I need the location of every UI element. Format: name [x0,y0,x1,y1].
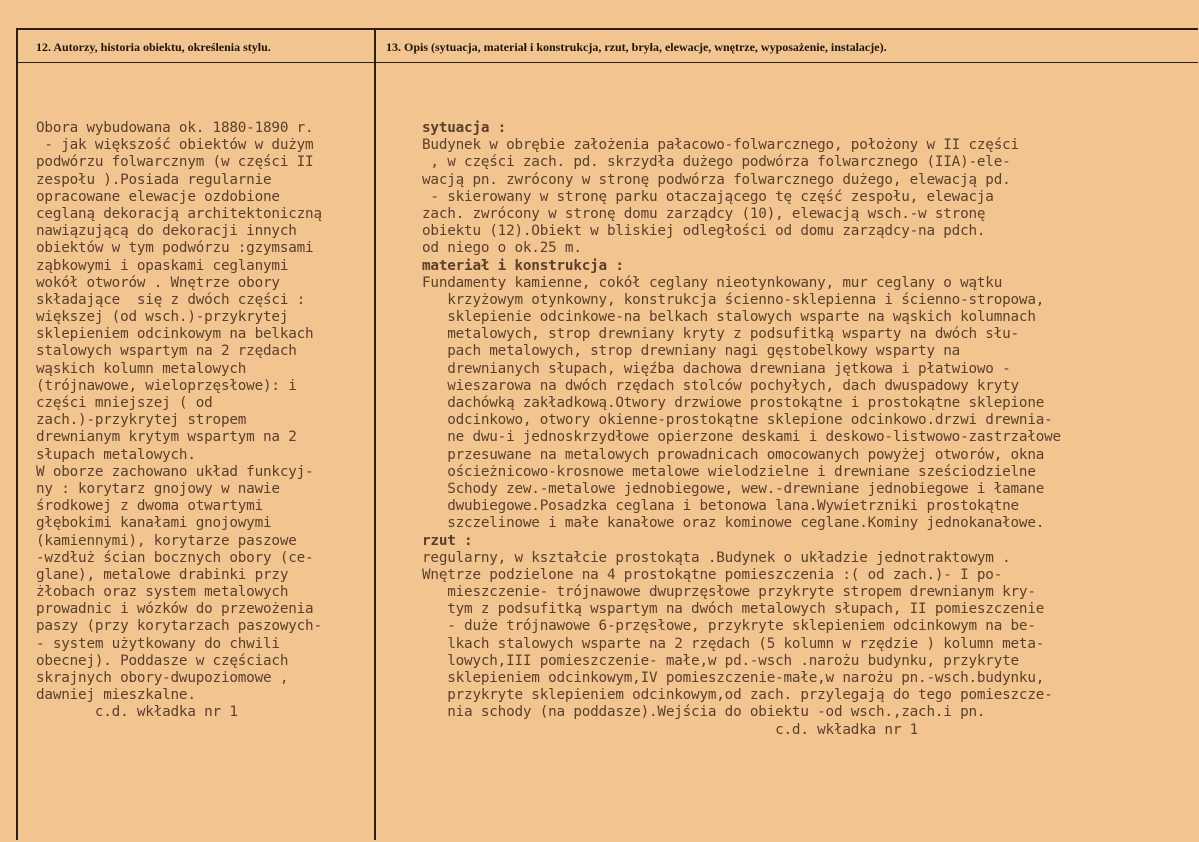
description-text-line: wacją pn. zwrócony w stronę podwórza folwarcznego dużego, elewacją pd. [422,171,1011,188]
description-text-line: drewnianych słupach, więźba dachowa drewniana jętkowa i płatwiowo - [422,360,1011,377]
history-text-line: obiektów w tym podwórzu :gzymsami [36,240,314,257]
history-text-line: części mniejszej ( od [36,395,213,411]
history-text-line: większej (od wsch.)-przykrytej [36,309,289,326]
description-text-line: - duże trójnawowe 6-przęsłowe, przykryte sklepieniem odcinkowym na be- [422,618,1036,635]
frame-left-rule [16,28,18,840]
history-text-line: żłobach oraz system metalowych [36,584,289,601]
history-text-line: głębokimi kanałami gnojowymi [36,515,272,532]
history-text-line: wąskich kolumn metalowych [36,360,247,377]
history-text-line: ząbkowymi i opaskami ceglanymi [36,257,289,274]
history-text-line: paszy (przy korytarzach paszowych- [36,618,322,635]
history-text-line: skrajnych obory-dwupoziomowe , [36,670,289,686]
description-text-line: pach metalowych, strop drewniany nagi gęstobelkowy wsparty na [422,343,961,360]
description-text-line: przykryte sklepieniem odcinkowym,od zach. przylegają do tego pomieszcze- [422,687,1053,704]
history-text-line: zach.)-przykrytej stropem [36,412,247,429]
history-text-line: - jak większość obiektów w dużym [36,137,314,154]
history-text-column [36,120,322,722]
section-12-heading: 12. Autorzy, historia obiektu, określenia stylu. [36,40,271,54]
history-text-line: - system użytkowany do chwili [36,635,280,652]
history-text-line: Obora wybudowana ok. 1880-1890 r. [36,120,314,136]
description-text-line: odcinkowo, otwory okienne-prostokątne sklepione odcinkowo.drzwi drewnia- [422,412,1053,429]
description-text-line: wieszarowa na dwóch rzędach stolców pochyłych, dach dwuspadowy kryty [422,377,1019,394]
description-text-line: szczelinowe i małe kanałowe oraz kominowe ceglane.Kominy jednokanałowe. [422,515,1045,532]
history-text-line: środkowej z dwoma otwartymi [36,498,264,515]
history-text-line: -wzdłuż ścian bocznych obory (ce- [36,549,314,566]
history-text-line: wokół otworów . Wnętrze obory [36,274,280,291]
history-text-line: składające się z dwóch części : [36,291,306,308]
history-text-line: słupach metalowych. [36,446,196,463]
description-text-line: nia schody (na poddasze).Wejścia do obiektu -od wsch.,zach.i pn. [422,704,986,721]
history-text-line: prowadnic i wózków do przewożenia [36,601,314,618]
description-text-line: od niego o ok.25 m. [422,240,582,257]
description-text-line: przesuwane na metalowych prowadnicach omocowanych powyżej otworów, okna [422,446,1045,463]
description-subheading: rzut : [422,532,473,549]
description-text-line: sklepienie odcinkowe-na belkach stalowych wsparte na wąskich kolumnach [422,309,1036,326]
description-text-line: Wnętrze podzielone na 4 prostokątne pomieszczenia :( od zach.)- I po- [422,566,1003,583]
description-text-line: , w części zach. pd. skrzydła dużego podwórza folwarcznego (IIA)-ele- [422,154,1011,171]
history-text-line: stalowych wspartym na 2 rzędach [36,343,297,360]
history-text-line: (kamiennymi), korytarze paszowe [36,532,297,549]
description-text-line: metalowych, strop drewniany kryty z podsufitką wsparty na dwóch słu- [422,326,1019,343]
description-text-line: - skierowany w stronę parku otaczającego tę część zespołu, elewacja [422,188,994,205]
history-text-line: zespołu ).Posiada regularnie [36,171,272,188]
description-text-line: lowych,III pomieszczenie- małe,w pd.-wsch .narożu budynku, przykryte [422,652,1019,669]
description-text-line: mieszczenie- trójnawowe dwuprzęsłowe przykryte stropem drewnianym kry- [422,584,1036,601]
description-text-line: regularny, w kształcie prostokąta .Budynek o układzie jednotraktowym . [422,549,1011,566]
history-text-line: c.d. wkładka nr 1 [36,704,238,721]
description-text-line: dachówką zakładkową.Otwory drzwiowe prostokątne i prostokątne sklepione [422,395,1045,411]
history-text-line: (trójnawowe, wieloprzęsłowe): i [36,377,297,394]
description-text-line: sklepieniem odcinkowym,IV pomieszczenie-małe,w narożu pn.-wsch.budynku, [422,670,1045,686]
history-text-line: sklepieniem odcinkowym na belkach [36,326,314,343]
description-subheading: sytuacja : [422,120,507,136]
history-text-line: glane), metalowe drabinki przy [36,566,289,583]
description-text-line: lkach stalowych wsparte na 2 rzędach (5 kolumn w rzędzie ) kolumn meta- [422,635,1045,652]
description-text-line: ościeżnicowo-krosnowe metalowe wielodzielne i drewniane sześciodzielne [422,463,1036,480]
history-text-line: podwórzu folwarcznym (w części II [36,154,314,171]
history-text-line: dawniej mieszkalne. [36,687,196,704]
column-divider [374,28,376,840]
history-text-line: ceglaną dekoracją architektoniczną [36,205,322,222]
history-text-line: ny : korytarz gnojowy w nawie [36,480,280,497]
description-text-line: Fundamenty kamienne, cokół ceglany nieotynkowany, mur ceglany o wątku [422,274,1003,291]
section-13-heading: 13. Opis (sytuacja, materiał i konstrukcja, rzut, bryła, elewacje, wnętrze, wyposażenie, instalacje). [386,40,887,54]
description-text-line: dwubiegowe.Posadzka ceglana i betonowa lana.Wywietrzniki prostokątne [422,498,1019,515]
description-text-line: tym z podsufitką wspartym na dwóch metalowych słupach, II pomieszczenie [422,601,1045,618]
description-text-line: Schody zew.-metalowe jednobiegowe, wew.-drewniane jednobiegowe i łamane [422,480,1045,497]
description-text-line: zach. zwrócony w stronę domu zarządcy (10), elewacją wsch.-w stronę [422,205,986,222]
description-text-line: krzyżowym otynkowny, konstrukcja ścienno-sklepienna i ścienno-stropowa, [422,291,1045,308]
description-text-column [422,120,1061,739]
history-text-line: nawiązującą do dekoracji innych [36,223,297,240]
description-text-line: obiektu (12).Obiekt w bliskiej odległości od domu zarządcy-na pdch. [422,223,986,240]
description-text-line: ne dwu-i jednoskrzydłowe opierzone deskami i deskowo-listwowo-zastrzałowe [422,429,1061,446]
history-text-line: W oborze zachowano układ funkcyj- [36,463,314,480]
description-text-line: Budynek w obrębie założenia pałacowo-folwarcznego, położony w II części [422,137,1019,154]
history-text-line: obecnej). Poddasze w częściach [36,652,289,669]
description-subheading: materiał i konstrukcja : [422,257,624,274]
description-text-line: c.d. wkładka nr 1 [422,721,919,738]
history-text-line: drewnianym krytym wspartym na 2 [36,429,297,446]
history-text-line: opracowane elewacje ozdobione [36,188,280,205]
frame-top-rule [16,28,1198,30]
header-separator-rule [16,62,1198,63]
